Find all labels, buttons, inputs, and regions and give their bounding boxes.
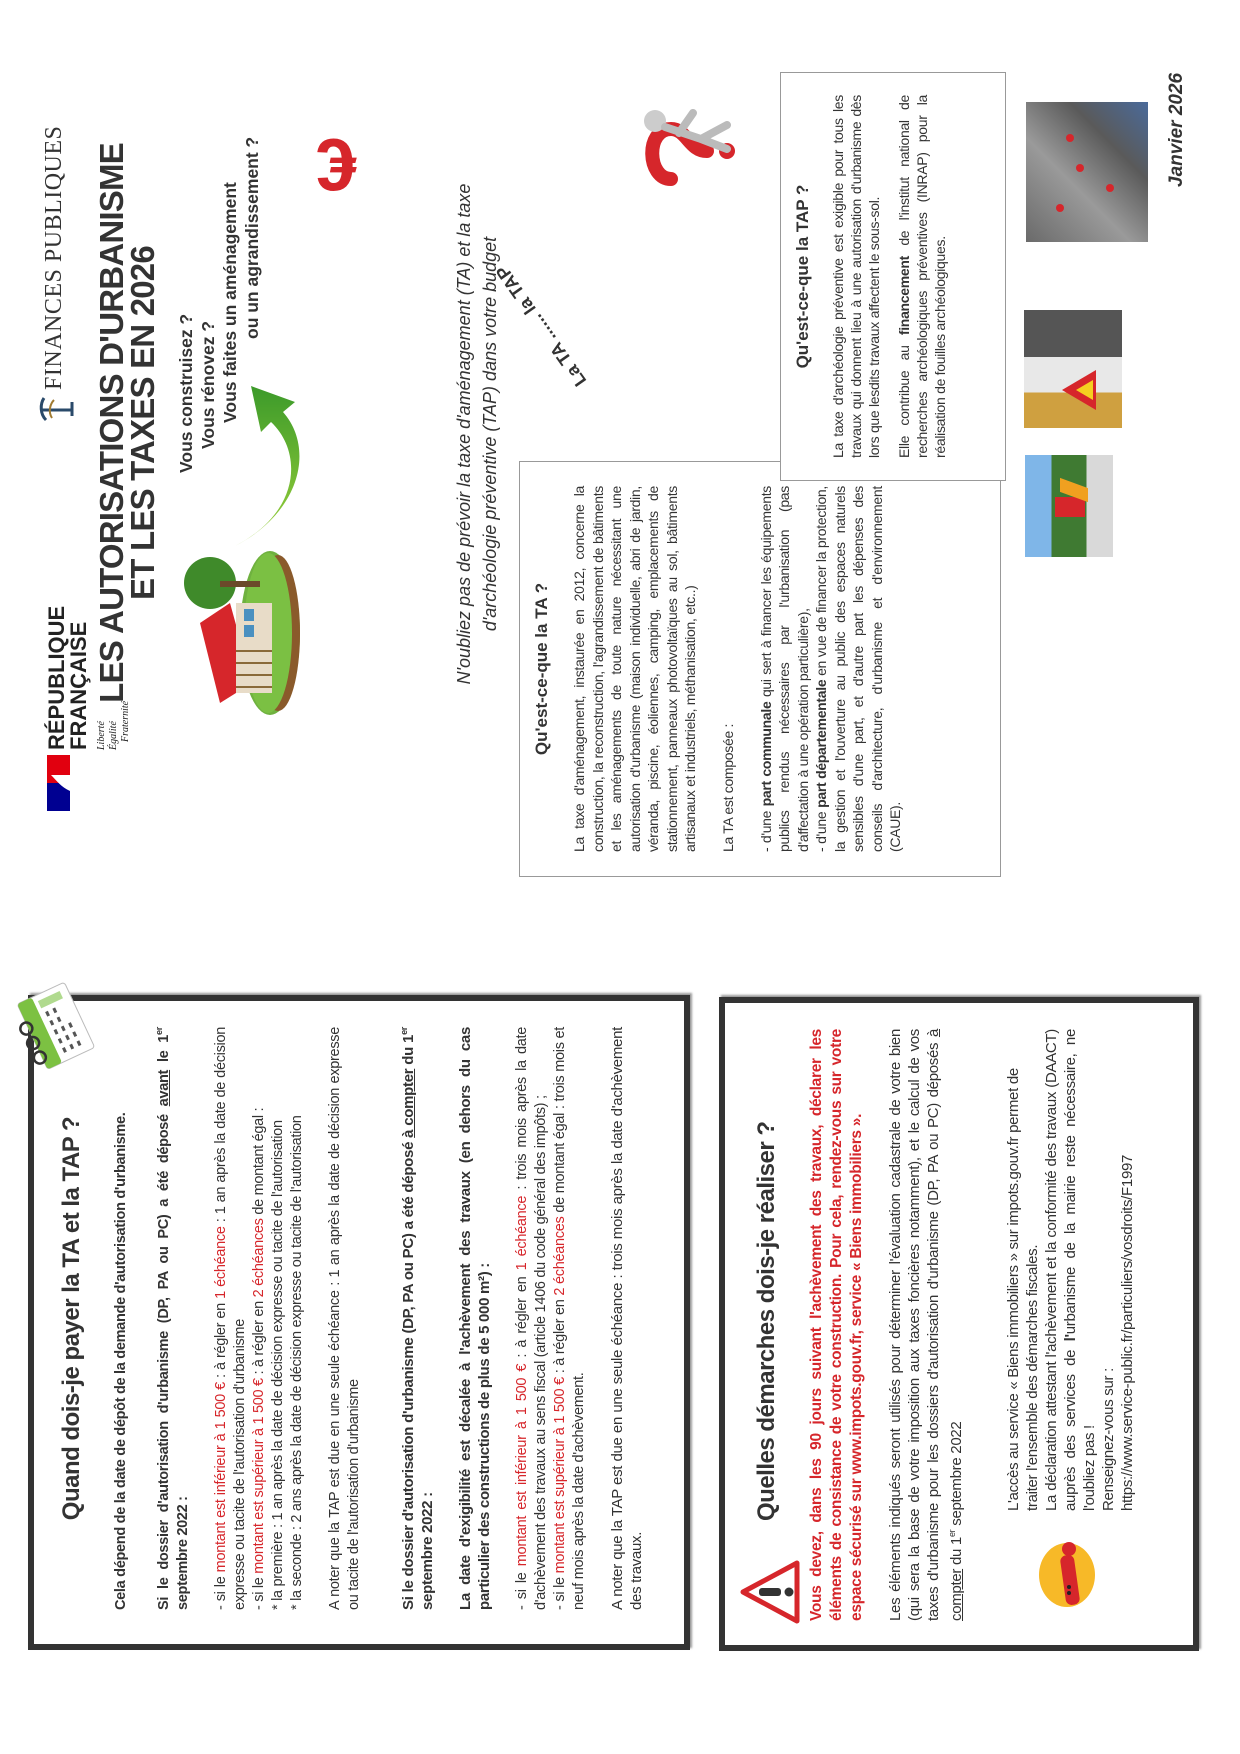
tap-box-p2: Elle contribue au financement de l'institut national de recherches archéologiques préventives (INRAP) pour la réalisation de fouilles archéologiques.: [896, 95, 948, 458]
when-to-pay-title: Quand dois-je payer la TA et la TAP ?: [58, 1116, 85, 1521]
ta-box-intro: La taxe d'aménagement, instaurée en 2012, concerne la construction, la reconstruction, l'agrandissement de bâtiments et les aménagements de toute nature nécessitant une autorisation d'urbanisme (maison individuelle, abri de jardin, véranda, piscine, éoliennes, camping, emplacements de stationnement, panneaux photovoltaïques au sol, bâtiments artisanaux et industriels, méthanisation, etc..): [571, 486, 698, 852]
when-s1-first: * la première : 1 an après la date de décision expresse ou tacite de l'autorisation: [269, 1120, 286, 1610]
ta-tap-label: La TA ...... la TAP: [492, 261, 591, 391]
ta-box-title: Qu'est-ce-que la TA ?: [532, 582, 551, 756]
house-illustration: [180, 547, 304, 733]
when-s1-item2: - si le montant est supérieur à 1 500 € : à régler en 2 échéances de montant égal :: [250, 1107, 267, 1610]
when-intro: Cela dépend de la date de dépôt de la demande d'autorisation d'urbanisme.: [113, 1112, 129, 1610]
steps-cadastral-info: Les éléments indiqués seront utilisés pour déterminer l'évaluation cadastrale de votre bien (qui sera la base de votre imposition aux taxes foncières notamment), et le calcul de vos taxes d'urbanisme pour les dossiers d'autorisation d'urbanisme (DP, PA ou PC) déposés à compter du 1er septembre 2022: [887, 1029, 965, 1621]
photo-archaeology-dig: [1026, 102, 1148, 242]
photo-playground: [1025, 455, 1113, 557]
finances-publiques-logo: FINANCES PUBLIQUES: [34, 126, 74, 424]
tap-box: [780, 72, 1006, 481]
when-s1-note: A noter que la TAP est due en une seule échéance : 1 an après la date de décision expresse ou tacite de l'autorisation d'urbanisme: [326, 1027, 362, 1610]
when-to-pay-box: [28, 995, 690, 1650]
ta-part-communale: - d'une part communale qui sert à financer les équipements publics rendus nécessaires par l'urbanisation (pas d'affectation à une opération particulière),: [757, 486, 811, 852]
republique-francaise-label: RÉPUBLIQUE FRANÇAISE: [44, 605, 91, 750]
warning-icon: [739, 1559, 801, 1625]
marianne-flag-logo: [47, 755, 70, 811]
steps-title: Quelles démarches dois-je réaliser ?: [753, 1121, 780, 1521]
service-mascot-icon: [1025, 1535, 1105, 1615]
steps-alert: Vous devez, dans les 90 jours suivant l'achèvement des travaux, déclarer les éléments de consistance de votre construction. Pour cela, rendez-vous sur votre espace sécurisé sur www.impots.gouv.fr, service « Biens immobiliers ».: [808, 1029, 865, 1621]
ta-box: [519, 461, 1001, 877]
ta-part-departementale: - d'une part départementale en vue de financer la protection, la gestion et l'ouverture au public des espaces naturels sensibles d'une part, et d'autre part les dépenses des conseils d'architecture, d'urbanisme et d'environnement (CAUE).: [813, 485, 903, 852]
when-s2-item1: - si le montant est inférieur à 1 500 € : à régler en 1 échéance : trois mois après la date d'achèvement des travaux au sens fiscal (article 1406 du code général des impôts) ;: [513, 1027, 549, 1610]
steps-service-access: L'accès au service « Biens immobiliers » sur impots.gouv.fr permet de traiter l'ensemble des démarches fiscales.: [1005, 1068, 1041, 1511]
when-section1-heading: Si le dossier d'autorisation d'urbanisme (DP, PA ou PC) a été déposé avant le 1er septembre 2022 :: [154, 1027, 191, 1610]
publication-date: Janvier 2026: [1166, 72, 1187, 187]
when-s2-exigibility: La date d'exigibilité est décalée à l'achèvement des travaux (en dehors du cas particulier des constructions de plus de 5 000 m²) :: [456, 1027, 493, 1610]
euro-illustration: €: [315, 122, 357, 206]
when-s1-item1: - si le montant est inférieur à 1 500 € : à régler en 1 échéance : 1 an après la date de décision expresse ou tacite de l'autorisation d'urbanisme: [212, 1027, 248, 1610]
when-s1-second: * la seconde : 2 ans après la date de décision expresse ou tacite de l'autorisation: [288, 1115, 305, 1610]
steps-learn-more: Renseignez-vous sur :: [1100, 1368, 1117, 1511]
page-title: LES AUTORISATIONS D'URBANISME ET LES TAXES EN 2026: [93, 143, 161, 703]
devise: Liberté Égalité Fraternité: [96, 700, 131, 750]
when-section2-heading: Si le dossier d'autorisation d'urbanisme (DP, PA ou PC) a été déposé à compter du 1er septembre 2022 :: [398, 1027, 436, 1610]
calendar-icon: [6, 972, 96, 1082]
green-arrow-icon: [231, 382, 311, 552]
tap-box-p1: La taxe d'archéologie préventive est exigible pour tous les travaux qui donnent lieu à une autorisation d'urbanisme dès lors que lesdits travaux affectent le sous-sol.: [830, 95, 882, 458]
ta-box-composed: La TA est composée :: [719, 723, 736, 852]
intro-questions: Vous construisez ? Vous rénovez ? Vous faites un aménagement ou un agrandissement ?: [176, 136, 262, 473]
steps-box: [719, 997, 1199, 1651]
reminder-text: N'oubliez pas de prévoir la taxe d'aménagement (TA) et la taxe d'archéologie préventive (TAP) dans votre budget: [454, 183, 500, 685]
steps-service-info: [1004, 1029, 1137, 1511]
photo-roadworks: [1024, 310, 1122, 428]
tap-box-title: Qu'est-ce-que la TAP ?: [793, 184, 812, 369]
finances-publiques-emblem-icon: [34, 396, 74, 424]
when-s2-note: A noter que la TAP est due en une seule échéance : trois mois après la date d'achèvement des travaux.: [608, 1027, 645, 1610]
service-public-link[interactable]: https://www.service-public.fr/particuliers/vosdroits/F1997: [1119, 1154, 1136, 1511]
question-mark-figure: [631, 99, 739, 199]
when-s2-item2: - si le montant est supérieur à 1 500 € : à régler en 2 échéances de montant égal : trois mois et neuf mois après la date d'achèvement.: [551, 1027, 587, 1610]
steps-daact: La déclaration attestant l'achèvement et la conformité des travaux (DAACT) auprès des services de l'urbanisme de la mairie reste nécessaire, ne l'oubliez pas !: [1043, 1029, 1098, 1511]
